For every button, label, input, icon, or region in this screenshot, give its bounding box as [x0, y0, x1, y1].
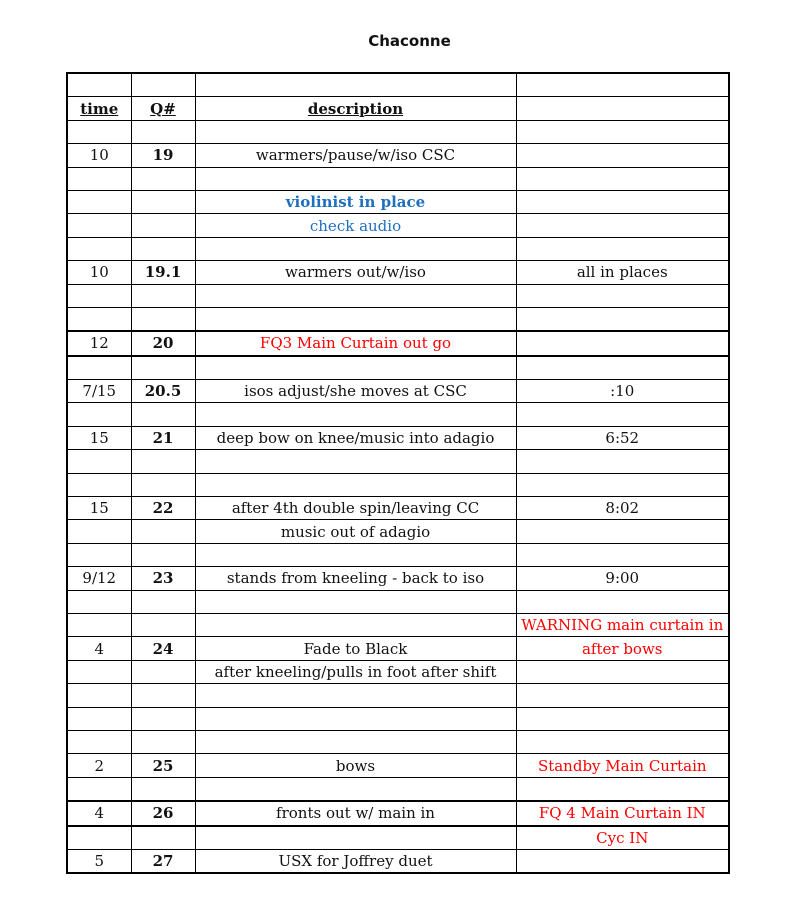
cue-note [516, 144, 729, 167]
cue-number [131, 214, 195, 237]
cue-note [516, 331, 729, 355]
table-row [67, 284, 729, 307]
cue-note [516, 214, 729, 237]
header-note [516, 97, 729, 120]
table-row [67, 214, 729, 237]
cue-note [516, 543, 729, 566]
table-row [67, 426, 729, 449]
table-row [67, 497, 729, 520]
cue-note [516, 684, 729, 707]
cue-time [67, 660, 131, 683]
cue-description: music out of adagio [195, 520, 516, 543]
cue-time [67, 730, 131, 753]
cue-time: 4 [67, 801, 131, 825]
cue-description [195, 613, 516, 636]
table-row [67, 144, 729, 167]
cue-number: 26 [131, 801, 195, 825]
cue-number [131, 120, 195, 143]
cue-note [516, 120, 729, 143]
cue-number [131, 590, 195, 613]
cue-description: check audio [195, 214, 516, 237]
cue-time: 7/15 [67, 380, 131, 403]
table-row [67, 613, 729, 636]
cue-description: after 4th double spin/leaving CC [195, 497, 516, 520]
cue-note [516, 849, 729, 873]
cue-time [67, 520, 131, 543]
cue-description [195, 543, 516, 566]
cue-note: all in places [516, 261, 729, 284]
cue-time [67, 590, 131, 613]
cue-time [67, 120, 131, 143]
cue-description: USX for Joffrey duet [195, 849, 516, 873]
cue-number [131, 660, 195, 683]
cue-number: 20 [131, 331, 195, 355]
cue-number [131, 543, 195, 566]
cue-description [195, 473, 516, 496]
table-row [67, 660, 729, 683]
cue-time [67, 684, 131, 707]
table-row [67, 754, 729, 777]
spacer-row [67, 73, 729, 97]
cue-time [67, 307, 131, 331]
cue-time [67, 543, 131, 566]
cue-number: 23 [131, 567, 195, 590]
table-row [67, 777, 729, 801]
table-row [67, 637, 729, 660]
cue-description: isos adjust/she moves at CSC [195, 380, 516, 403]
cue-number [131, 707, 195, 730]
cue-time: 15 [67, 497, 131, 520]
cue-note: after bows [516, 637, 729, 660]
cue-note [516, 590, 729, 613]
table-row [67, 356, 729, 380]
cue-number [131, 730, 195, 753]
table-row [67, 261, 729, 284]
cue-note [516, 356, 729, 380]
cue-number [131, 826, 195, 850]
cue-note: Cyc IN [516, 826, 729, 850]
cue-description [195, 356, 516, 380]
header-description: description [195, 97, 516, 120]
cue-note [516, 473, 729, 496]
cue-description [195, 403, 516, 426]
cue-description: deep bow on knee/music into adagio [195, 426, 516, 449]
cue-time [67, 473, 131, 496]
cue-time [67, 167, 131, 190]
cue-note: Standby Main Curtain [516, 754, 729, 777]
cue-number [131, 284, 195, 307]
cue-time: 10 [67, 261, 131, 284]
table-row [67, 331, 729, 355]
cue-note [516, 660, 729, 683]
cue-time: 2 [67, 754, 131, 777]
table-row [67, 707, 729, 730]
table-row [67, 684, 729, 707]
table-row [67, 450, 729, 473]
cue-time [67, 356, 131, 380]
cue-note: FQ 4 Main Curtain IN [516, 801, 729, 825]
cue-time: 12 [67, 331, 131, 355]
cue-description [195, 707, 516, 730]
table-row [67, 237, 729, 260]
cue-number [131, 237, 195, 260]
cue-description: warmers/pause/w/iso CSC [195, 144, 516, 167]
cue-number [131, 450, 195, 473]
cue-description: after kneeling/pulls in foot after shift [195, 660, 516, 683]
table-row [67, 167, 729, 190]
cue-number: 19.1 [131, 261, 195, 284]
cue-description: bows [195, 754, 516, 777]
cue-description [195, 826, 516, 850]
cue-description [195, 730, 516, 753]
header-row [67, 97, 729, 120]
cue-time [67, 237, 131, 260]
cue-description [195, 120, 516, 143]
cue-time [67, 450, 131, 473]
table-row [67, 730, 729, 753]
cue-number [131, 613, 195, 636]
cue-note: 8:02 [516, 497, 729, 520]
table-row [67, 120, 729, 143]
cue-number [131, 307, 195, 331]
table-row [67, 801, 729, 825]
cue-description [195, 777, 516, 801]
cue-table [66, 72, 730, 874]
cue-note [516, 520, 729, 543]
table-row [67, 473, 729, 496]
cue-time: 4 [67, 637, 131, 660]
table-row [67, 190, 729, 213]
cue-note: :10 [516, 380, 729, 403]
cue-note [516, 167, 729, 190]
table-row [67, 826, 729, 850]
table-row [67, 380, 729, 403]
cue-note: WARNING main curtain in [516, 613, 729, 636]
cue-number: 20.5 [131, 380, 195, 403]
table-row [67, 849, 729, 873]
cue-number [131, 403, 195, 426]
cue-note [516, 777, 729, 801]
table-row [67, 590, 729, 613]
page-title: Chaconne [368, 32, 451, 50]
cue-description: FQ3 Main Curtain out go [195, 331, 516, 355]
cue-number: 27 [131, 849, 195, 873]
table-row [67, 520, 729, 543]
cue-number: 22 [131, 497, 195, 520]
cue-note: 6:52 [516, 426, 729, 449]
cue-number: 24 [131, 637, 195, 660]
cue-description [195, 684, 516, 707]
cue-time [67, 826, 131, 850]
table-row [67, 307, 729, 331]
cue-number [131, 190, 195, 213]
cue-note [516, 284, 729, 307]
cue-description: violinist in place [195, 190, 516, 213]
cue-time [67, 613, 131, 636]
header-time: time [67, 97, 131, 120]
cue-description [195, 590, 516, 613]
cue-time [67, 190, 131, 213]
cue-description: warmers out/w/iso [195, 261, 516, 284]
cue-note [516, 450, 729, 473]
cue-time: 15 [67, 426, 131, 449]
cue-time: 9/12 [67, 567, 131, 590]
cue-note [516, 307, 729, 331]
cue-description [195, 237, 516, 260]
cue-description [195, 307, 516, 331]
cue-number [131, 356, 195, 380]
table-row [67, 403, 729, 426]
cue-time: 10 [67, 144, 131, 167]
cue-number: 19 [131, 144, 195, 167]
cue-time [67, 777, 131, 801]
cue-time [67, 284, 131, 307]
header-q: Q# [131, 97, 195, 120]
cue-note [516, 190, 729, 213]
cue-note [516, 707, 729, 730]
cue-note [516, 403, 729, 426]
cue-number [131, 684, 195, 707]
cue-number: 21 [131, 426, 195, 449]
cue-description: fronts out w/ main in [195, 801, 516, 825]
table-row [67, 567, 729, 590]
cue-description [195, 284, 516, 307]
cue-description [195, 450, 516, 473]
cue-time: 5 [67, 849, 131, 873]
cue-description [195, 167, 516, 190]
cue-number [131, 520, 195, 543]
cue-number [131, 167, 195, 190]
table-row [67, 543, 729, 566]
cue-note: 9:00 [516, 567, 729, 590]
cue-time [67, 403, 131, 426]
cue-note [516, 237, 729, 260]
cue-note [516, 730, 729, 753]
cue-number [131, 777, 195, 801]
cue-number [131, 473, 195, 496]
cue-time [67, 707, 131, 730]
cue-number: 25 [131, 754, 195, 777]
cue-time [67, 214, 131, 237]
cue-description: Fade to Black [195, 637, 516, 660]
cue-description: stands from kneeling - back to iso [195, 567, 516, 590]
